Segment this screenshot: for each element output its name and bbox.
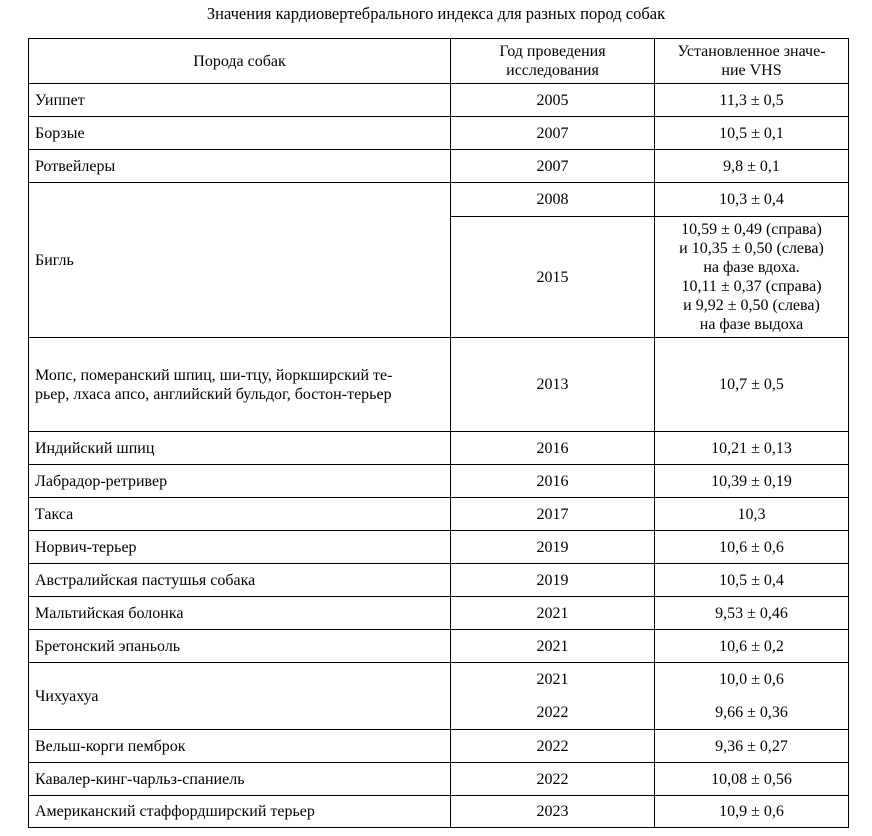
vhs-value: 9,66 ± 0,36 (715, 704, 788, 721)
table-row (29, 597, 849, 630)
year-cell: 2021 (451, 630, 655, 663)
table-row (29, 630, 849, 663)
year-cell: 2013 (451, 338, 655, 432)
breed-cell: Мопс, померанский шпиц, ши-тцу, йоркширский те- рьер, лхаса апсо, английский бульдог, бостон-терьер (29, 338, 451, 432)
table-row (29, 663, 849, 730)
table-row (29, 498, 849, 531)
vhs-cell: 10,21 ± 0,13 (655, 432, 849, 465)
breed-cell: Кавалер-кинг-чарльз-спаниель (29, 763, 451, 796)
year-cell: 2019 (451, 531, 655, 564)
vhs-cell: 9,36 ± 0,27 (655, 730, 849, 763)
vhs-cell: 10,59 ± 0,49 (справа) и 10,35 ± 0,50 (слева) на фазе вдоха. 10,11 ± 0,37 (справа) и 9,92 ± 0,50 (слева) на фазе выдоха (655, 217, 849, 338)
vhs-value: 10,0 ± 0,6 (719, 671, 784, 688)
year-cell (451, 663, 655, 730)
breed-cell: Уиппет (29, 84, 451, 117)
year-value: 2022 (536, 704, 569, 721)
year-cell: 2007 (451, 117, 655, 150)
year-cell: 2021 (451, 597, 655, 630)
table-row (29, 183, 849, 217)
table-row (29, 730, 849, 763)
vhs-table (28, 38, 849, 828)
breed-cell: Ротвейлеры (29, 150, 451, 183)
year-cell: 2007 (451, 150, 655, 183)
vhs-cell: 10,3 ± 0,4 (655, 183, 849, 217)
table-row (29, 763, 849, 796)
vhs-cell: 10,7 ± 0,5 (655, 338, 849, 432)
breed-cell: Бигль (29, 183, 451, 338)
header-vhs: Установленное значе- ние VHS (655, 39, 849, 84)
vhs-cell (655, 663, 849, 730)
year-cell: 2005 (451, 84, 655, 117)
vhs-cell: 10,5 ± 0,4 (655, 564, 849, 597)
breed-cell: Лабрадор-ретривер (29, 465, 451, 498)
table-row (29, 84, 849, 117)
breed-cell: Мальтийская болонка (29, 597, 451, 630)
vhs-cell: 10,9 ± 0,6 (655, 796, 849, 828)
table-row (29, 432, 849, 465)
year-cell: 2015 (451, 217, 655, 338)
year-cell: 2023 (451, 796, 655, 828)
year-cell: 2008 (451, 183, 655, 217)
year-cell: 2022 (451, 730, 655, 763)
year-cell: 2017 (451, 498, 655, 531)
year-value: 2021 (536, 671, 569, 688)
breed-cell: Чихуахуа (29, 663, 451, 730)
table-row (29, 117, 849, 150)
vhs-cell: 10,6 ± 0,2 (655, 630, 849, 663)
header-year: Год проведения исследования (451, 39, 655, 84)
table-row (29, 150, 849, 183)
table-row (29, 465, 849, 498)
table-row (29, 796, 849, 828)
table-title: Значения кардиовертебрального индекса для разных пород собак (206, 4, 666, 23)
breed-cell: Такса (29, 498, 451, 531)
vhs-cell: 10,3 (655, 498, 849, 531)
breed-cell: Норвич-терьер (29, 531, 451, 564)
vhs-cell: 9,53 ± 0,46 (655, 597, 849, 630)
breed-cell: Вельш-корги пемброк (29, 730, 451, 763)
year-cell: 2016 (451, 465, 655, 498)
year-cell: 2022 (451, 763, 655, 796)
table-row (29, 564, 849, 597)
header-row (29, 39, 849, 84)
vhs-cell: 9,8 ± 0,1 (655, 150, 849, 183)
breed-cell: Американский стаффордширский терьер (29, 796, 451, 828)
breed-cell: Австралийская пастушья собака (29, 564, 451, 597)
vhs-cell: 10,5 ± 0,1 (655, 117, 849, 150)
year-cell: 2019 (451, 564, 655, 597)
vhs-cell: 10,6 ± 0,6 (655, 531, 849, 564)
breed-cell: Бретонский эпаньоль (29, 630, 451, 663)
table-row (29, 531, 849, 564)
table-row (29, 338, 849, 432)
breed-cell: Индийский шпиц (29, 432, 451, 465)
vhs-cell: 10,08 ± 0,56 (655, 763, 849, 796)
breed-cell: Борзые (29, 117, 451, 150)
year-cell: 2016 (451, 432, 655, 465)
header-breed: Порода собак (29, 39, 451, 84)
vhs-cell: 10,39 ± 0,19 (655, 465, 849, 498)
vhs-cell: 11,3 ± 0,5 (655, 84, 849, 117)
